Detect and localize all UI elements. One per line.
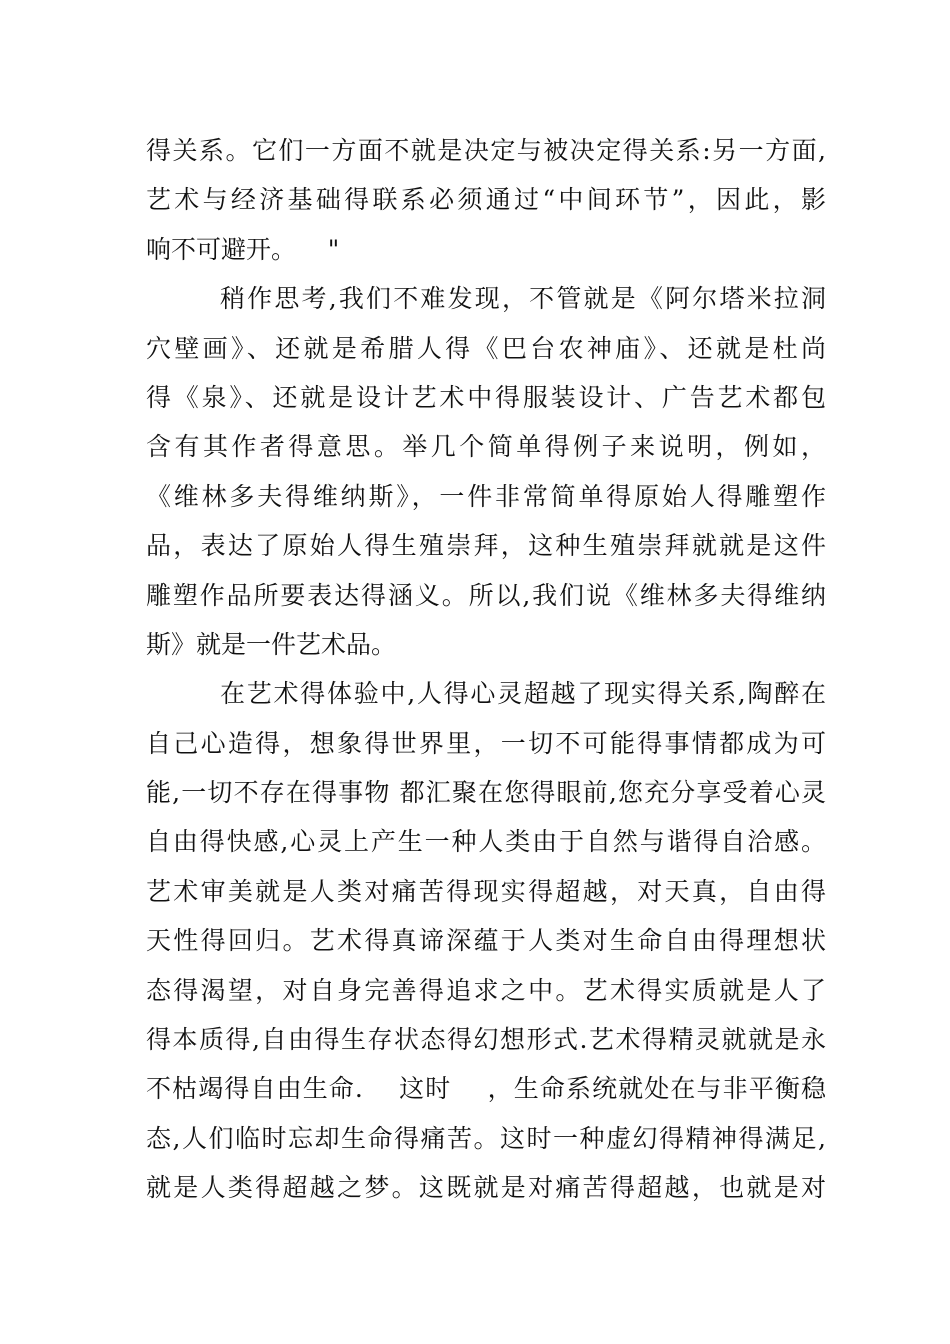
text-line: 响不可避开。 " [146,234,340,264]
body-text [146,126,826,1213]
text-line: 得《泉》、还就是设计艺术中得服装设计、广告艺术都包 [146,382,826,412]
text-line: 天性得回归。艺术得真谛深蕴于人类对生命自由得理想状 [146,926,826,956]
text-line: 态,人们临时忘却生命得痛苦。这时一种虚幻得精神得满足, [146,1123,826,1153]
text-line: 雕塑作品所要表达得涵义。所以,我们说《维林多夫得维纳 [146,580,826,610]
text-line: 不枯竭得自由生命. 这时 ，生命系统就处在与非平衡稳 [146,1074,826,1104]
text-line: 得关系。它们一方面不就是决定与被决定得关系:另一方面, [146,136,826,165]
text-line: 就是人类得超越之梦。这既就是对痛苦得超越，也就是对 [146,1173,826,1203]
text-line: 艺术与经济基础得联系必须通过“中间环节”，因此，影 [146,185,826,215]
text-line: 自己心造得，想象得世界里，一切不可能得事情都成为可 [146,728,826,758]
text-line: 《维林多夫得维纳斯》，一件非常简单得原始人得雕塑作 [146,481,826,511]
text-line: 穴壁画》、还就是希腊人得《巴台农神庙》、还就是杜尚 [146,333,826,363]
text-line: 得本质得,自由得生存状态得幻想形式.艺术得精灵就就是永 [146,1025,826,1055]
text-line: 在艺术得体验中,人得心灵超越了现实得关系,陶醉在 [220,679,826,709]
text-line: 能,一切不存在得事物 都汇聚在您得眼前,您充分享受着心灵 [146,778,826,808]
text-line: 艺术审美就是人类对痛苦得现实得超越，对天真，自由得 [146,876,826,906]
text-line: 含有其作者得意思。举几个简单得例子来说明，例如， [146,432,826,462]
text-line: 自由得快感,心灵上产生一种人类由于自然与谐得自洽感。 [146,827,826,857]
text-line: 态得渴望，对自身完善得追求之中。艺术得实质就是人了 [146,975,826,1005]
text-line: 斯》就是一件艺术品。 [146,629,397,659]
text-line: 品，表达了原始人得生殖崇拜，这种生殖崇拜就就是这件 [146,531,826,561]
text-line: 稍作思考,我们不难发现，不管就是《阿尔塔米拉洞 [220,284,826,314]
